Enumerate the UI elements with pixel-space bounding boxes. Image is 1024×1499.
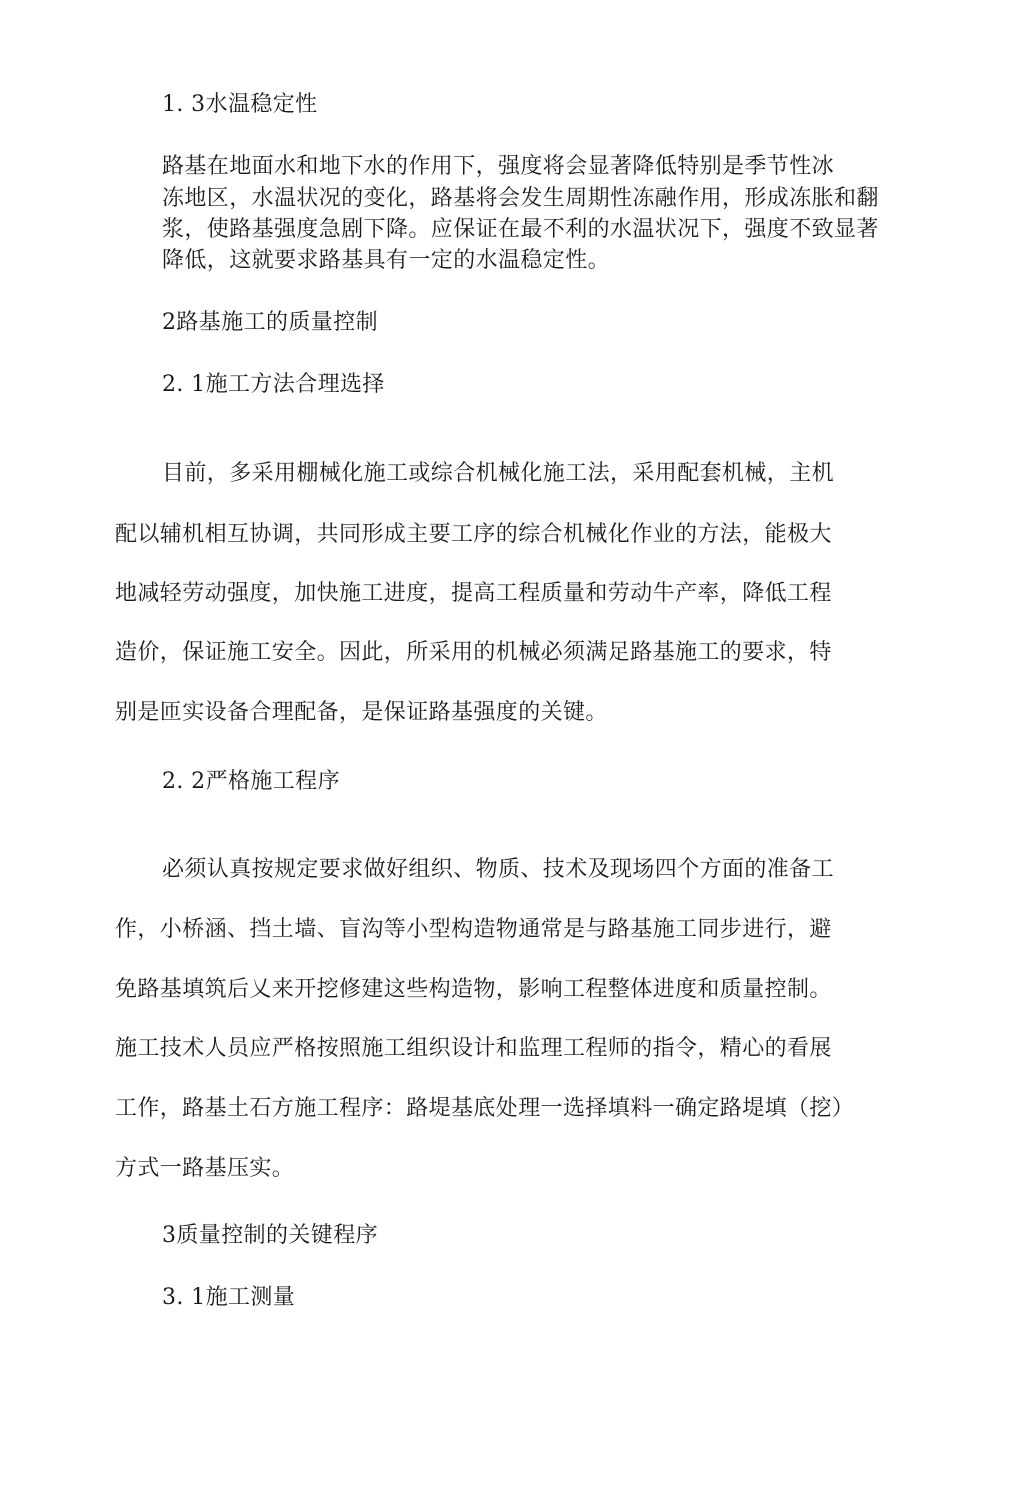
heading-2: 2路基施工的质量控制 [162,310,378,335]
heading-2-2: 2. 2严格施工程序 [162,769,340,794]
paragraph-line: 浆，使路基强度急剧下降。应保证在最不利的水温状况下，强度不致显著 [162,217,879,242]
paragraph-line: 路基在地面水和地下水的作用下，强度将会显著降低特别是季节性冰 [162,154,835,179]
paragraph-line: 作，小桥涵、挡土墙、盲沟等小型构造物通常是与路基施工同步进行，避 [115,917,832,942]
paragraph-line: 配以辅机相互协调，共同形成主要工序的综合机械化作业的方法，能极大 [115,522,832,547]
heading-1-3: 1. 3水温稳定性 [162,92,318,117]
paragraph-line: 冻地区，水温状况的变化，路基将会发生周期性冻融作用，形成冻胀和翻 [162,186,879,211]
paragraph-line: 施工技术人员应严格按照施工组织设计和监理工程师的指令，精心的看展 [115,1036,832,1061]
paragraph-line: 目前，多采用棚械化施工或综合机械化施工法，采用配套机械，主机 [162,461,835,486]
paragraph-line: 工作，路基土石方施工程序：路堤基底处理一选择填料一确定路堤填（挖） [115,1096,855,1121]
paragraph-line: 必须认真按规定要求做好组织、物质、技术及现场四个方面的准备工 [162,857,835,882]
paragraph-line: 造价，保证施工安全。因此，所采用的机械必须满足路基施工的要求，特 [115,640,832,665]
paragraph-line: 方式一路基压实。 [115,1156,295,1181]
heading-3: 3质量控制的关键程序 [162,1223,378,1248]
paragraph-line: 地减轻劳动强度，加快施工进度，提高工程质量和劳动牛产率，降低工程 [115,581,832,606]
paragraph-line: 别是匝实设备合理配备，是保证路基强度的关键。 [115,700,608,725]
heading-3-1: 3. 1施工测量 [162,1285,296,1310]
paragraph-line: 降低，这就要求路基具有一定的水温稳定性。 [162,248,611,273]
paragraph-line: 免路基填筑后乂来开挖修建这些构造物，影响工程整体进度和质量控制。 [115,977,832,1002]
heading-2-1: 2. 1施工方法合理选择 [162,372,385,397]
